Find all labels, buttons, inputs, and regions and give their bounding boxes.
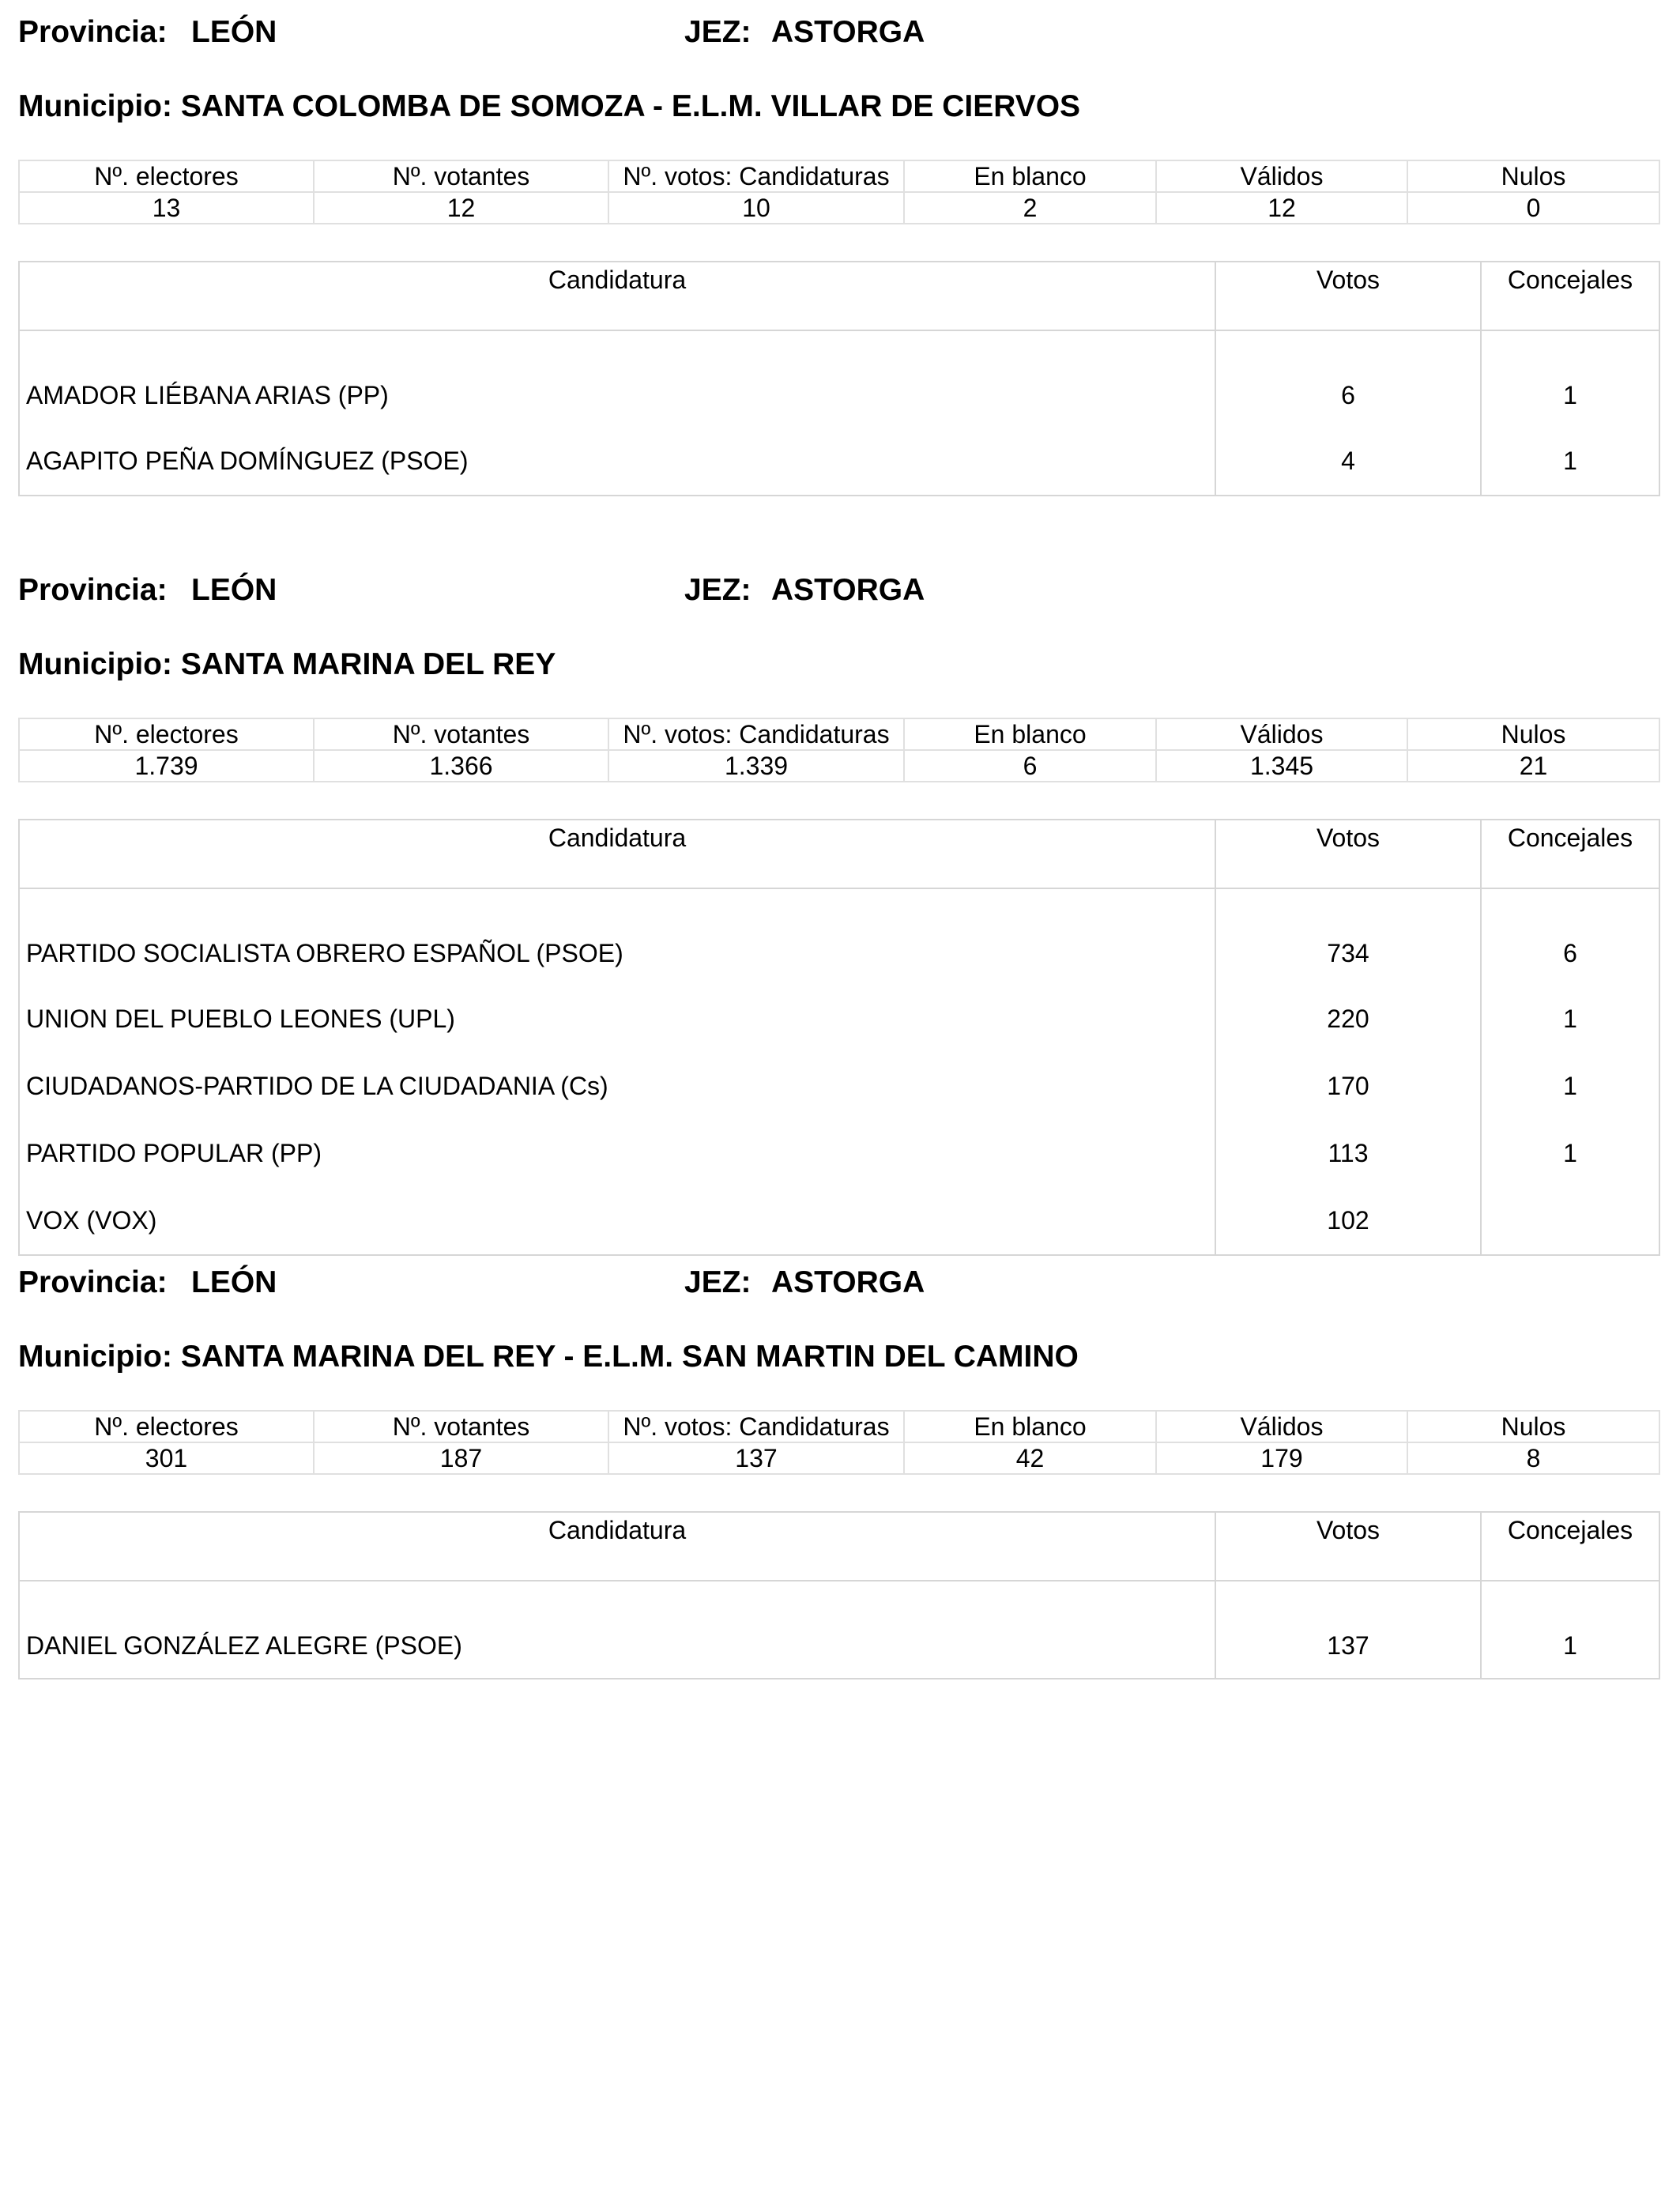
jez-value: ASTORGA bbox=[771, 15, 925, 49]
cand-votos: 4 bbox=[1215, 428, 1481, 496]
stats-header-votos-candidaturas: Nº. votos: Candidaturas bbox=[608, 1411, 904, 1442]
stats-header-en-blanco: En blanco bbox=[904, 160, 1156, 192]
cand-header-candidatura: Candidatura bbox=[19, 262, 1215, 330]
stats-value-votantes: 12 bbox=[314, 192, 608, 224]
cand-name: UNION DEL PUEBLO LEONES (UPL) bbox=[26, 1005, 455, 1033]
municipio-heading bbox=[18, 89, 1080, 125]
stats-header-nulos: Nulos bbox=[1407, 718, 1659, 750]
cand-name: PARTIDO SOCIALISTA OBRERO ESPAÑOL (PSOE) bbox=[26, 939, 623, 967]
provincia-value: LEÓN bbox=[191, 15, 277, 49]
cand-votos: 113 bbox=[1215, 1120, 1481, 1187]
cand-votos: 734 bbox=[1215, 888, 1481, 986]
stats-header-electores: Nº. electores bbox=[19, 1411, 314, 1442]
stats-value-en-blanco: 6 bbox=[904, 750, 1156, 782]
stats-value-validos: 1.345 bbox=[1156, 750, 1407, 782]
cand-name: DANIEL GONZÁLEZ ALEGRE (PSOE) bbox=[26, 1631, 462, 1660]
stats-table bbox=[18, 160, 1660, 224]
table-row bbox=[19, 1120, 1659, 1187]
cand-header-concejales: Concejales bbox=[1481, 820, 1659, 888]
stats-header-votos-candidaturas: Nº. votos: Candidaturas bbox=[608, 718, 904, 750]
provincia-label: Provincia: bbox=[18, 1265, 168, 1299]
municipio-heading bbox=[18, 1339, 1079, 1375]
stats-header-votantes: Nº. votantes bbox=[314, 718, 608, 750]
cand-votos: 170 bbox=[1215, 1053, 1481, 1120]
cand-header-concejales: Concejales bbox=[1481, 262, 1659, 330]
stats-header-en-blanco: En blanco bbox=[904, 718, 1156, 750]
cand-header-candidatura: Candidatura bbox=[19, 1512, 1215, 1581]
provincia-value: LEÓN bbox=[191, 573, 277, 607]
cand-header-votos: Votos bbox=[1215, 820, 1481, 888]
cand-concejales: 1 bbox=[1481, 1581, 1659, 1679]
table-row bbox=[19, 1187, 1659, 1255]
municipio-label: Municipio: bbox=[18, 647, 172, 681]
cand-name: AMADOR LIÉBANA ARIAS (PP) bbox=[26, 381, 389, 409]
stats-header-nulos: Nulos bbox=[1407, 1411, 1659, 1442]
cand-votos: 137 bbox=[1215, 1581, 1481, 1679]
stats-header-votantes: Nº. votantes bbox=[314, 160, 608, 192]
stats-header-validos: Válidos bbox=[1156, 718, 1407, 750]
cand-header-row bbox=[19, 1512, 1659, 1581]
cand-concejales: 1 bbox=[1481, 428, 1659, 496]
stats-value-validos: 179 bbox=[1156, 1442, 1407, 1474]
jez-label: JEZ: bbox=[684, 1265, 751, 1299]
jez-label: JEZ: bbox=[684, 573, 751, 607]
cand-header-row bbox=[19, 262, 1659, 330]
stats-table bbox=[18, 718, 1660, 782]
stats-header-row bbox=[19, 718, 1659, 750]
stats-value-electores: 301 bbox=[19, 1442, 314, 1474]
stats-header-row bbox=[19, 1411, 1659, 1442]
stats-value-votantes: 1.366 bbox=[314, 750, 608, 782]
table-row bbox=[19, 986, 1659, 1053]
municipio-label: Municipio: bbox=[18, 89, 172, 123]
cand-concejales: 1 bbox=[1481, 1053, 1659, 1120]
stats-value-votos-candidaturas: 137 bbox=[608, 1442, 904, 1474]
cand-name: AGAPITO PEÑA DOMÍNGUEZ (PSOE) bbox=[26, 447, 469, 475]
stats-header-votantes: Nº. votantes bbox=[314, 1411, 608, 1442]
cand-concejales: 1 bbox=[1481, 330, 1659, 428]
stats-header-electores: Nº. electores bbox=[19, 160, 314, 192]
jez-value: ASTORGA bbox=[771, 1265, 925, 1299]
candidaturas-table bbox=[18, 1511, 1660, 1679]
cand-header-row bbox=[19, 820, 1659, 888]
stats-header-electores: Nº. electores bbox=[19, 718, 314, 750]
cand-concejales: 6 bbox=[1481, 888, 1659, 986]
cand-header-concejales: Concejales bbox=[1481, 1512, 1659, 1581]
cand-name: VOX (VOX) bbox=[26, 1206, 157, 1235]
stats-table bbox=[18, 1410, 1660, 1475]
cand-concejales: 1 bbox=[1481, 986, 1659, 1053]
municipio-heading bbox=[18, 647, 556, 683]
provincia-value: LEÓN bbox=[191, 1265, 277, 1299]
table-row bbox=[19, 1581, 1659, 1679]
stats-value-en-blanco: 2 bbox=[904, 192, 1156, 224]
stats-value-en-blanco: 42 bbox=[904, 1442, 1156, 1474]
jez-label: JEZ: bbox=[684, 15, 751, 49]
table-row bbox=[19, 1053, 1659, 1120]
table-row bbox=[19, 330, 1659, 428]
candidaturas-table bbox=[18, 819, 1660, 1256]
table-row bbox=[19, 888, 1659, 986]
stats-value-votantes: 187 bbox=[314, 1442, 608, 1474]
cand-concejales bbox=[1481, 1187, 1659, 1255]
stats-value-row bbox=[19, 1442, 1659, 1474]
stats-header-votos-candidaturas: Nº. votos: Candidaturas bbox=[608, 160, 904, 192]
stats-value-nulos: 21 bbox=[1407, 750, 1659, 782]
stats-value-electores: 13 bbox=[19, 192, 314, 224]
municipio-name: SANTA MARINA DEL REY bbox=[180, 647, 556, 681]
stats-header-row bbox=[19, 160, 1659, 192]
stats-value-row bbox=[19, 192, 1659, 224]
stats-value-votos-candidaturas: 10 bbox=[608, 192, 904, 224]
stats-header-validos: Válidos bbox=[1156, 1411, 1407, 1442]
provincia-label: Provincia: bbox=[18, 15, 168, 49]
stats-value-row bbox=[19, 750, 1659, 782]
cand-votos: 102 bbox=[1215, 1187, 1481, 1255]
cand-header-candidatura: Candidatura bbox=[19, 820, 1215, 888]
cand-name: PARTIDO POPULAR (PP) bbox=[26, 1139, 322, 1167]
cand-header-votos: Votos bbox=[1215, 262, 1481, 330]
table-row bbox=[19, 428, 1659, 496]
stats-header-en-blanco: En blanco bbox=[904, 1411, 1156, 1442]
municipio-label: Municipio: bbox=[18, 1340, 172, 1374]
stats-value-votos-candidaturas: 1.339 bbox=[608, 750, 904, 782]
cand-name: CIUDADANOS-PARTIDO DE LA CIUDADANIA (Cs) bbox=[26, 1072, 608, 1100]
stats-value-validos: 12 bbox=[1156, 192, 1407, 224]
cand-votos: 6 bbox=[1215, 330, 1481, 428]
candidaturas-table bbox=[18, 261, 1660, 496]
cand-votos: 220 bbox=[1215, 986, 1481, 1053]
municipio-name: SANTA COLOMBA DE SOMOZA - E.L.M. VILLAR DE CIERVOS bbox=[180, 89, 1081, 123]
stats-value-electores: 1.739 bbox=[19, 750, 314, 782]
stats-header-nulos: Nulos bbox=[1407, 160, 1659, 192]
municipio-name: SANTA MARINA DEL REY - E.L.M. SAN MARTIN DEL CAMINO bbox=[180, 1340, 1079, 1374]
provincia-label: Provincia: bbox=[18, 573, 168, 607]
cand-concejales: 1 bbox=[1481, 1120, 1659, 1187]
jez-value: ASTORGA bbox=[771, 573, 925, 607]
cand-header-votos: Votos bbox=[1215, 1512, 1481, 1581]
stats-header-validos: Válidos bbox=[1156, 160, 1407, 192]
stats-value-nulos: 0 bbox=[1407, 192, 1659, 224]
stats-value-nulos: 8 bbox=[1407, 1442, 1659, 1474]
